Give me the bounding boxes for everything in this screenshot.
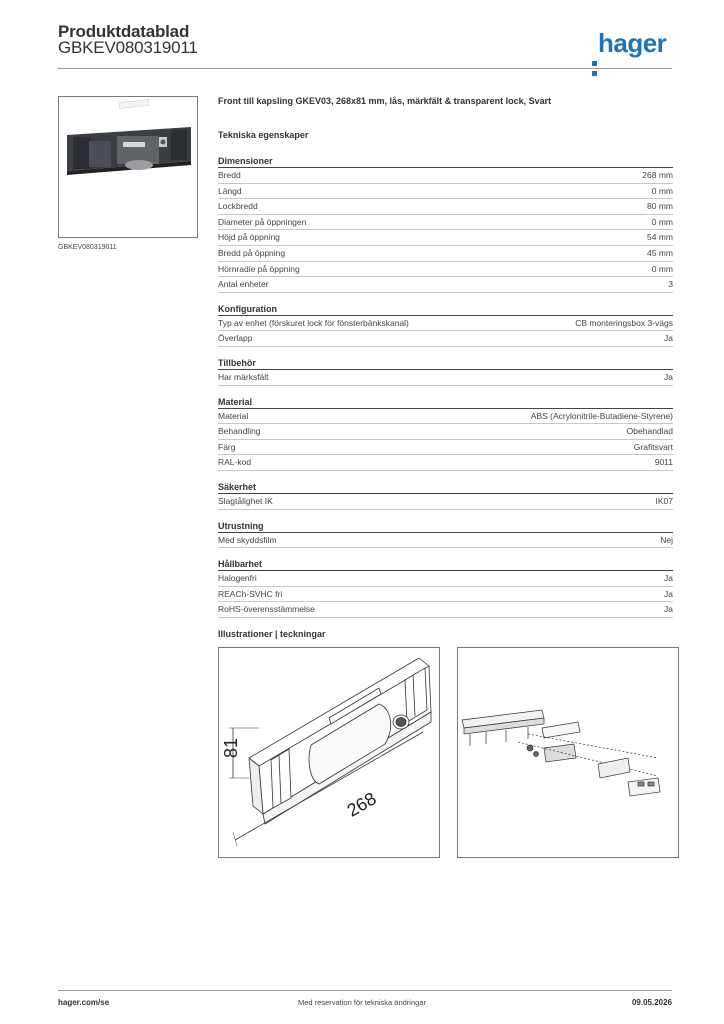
property-label: Hörnradie på öppning [218,263,300,274]
assembly-drawing [457,647,679,858]
section-utrustning [218,520,673,549]
property-value: 268 mm [642,170,673,180]
property-label: Slagtålighet IK [218,495,273,506]
property-value: CB monteringsbox 3-vägs [575,317,673,328]
logo-text: hager [598,28,667,58]
property-row [218,215,673,231]
property-label: Färg [218,441,236,452]
section-title: Konfiguration [218,303,673,316]
product-code: GBKEV080319011 [58,38,198,57]
property-label: Material [218,410,249,421]
property-row [218,587,673,603]
property-row [218,494,673,510]
dimension-drawing [218,647,440,858]
section-hållbarhet [218,558,673,618]
property-label: RAL-kod [218,457,252,468]
property-row [218,602,673,618]
property-value: 54 mm [647,232,673,243]
property-label: REACh-SVHC fri [218,588,283,599]
property-row [218,370,673,386]
header-divider [58,68,672,69]
property-row [218,262,673,278]
property-row [218,571,673,587]
page-title: Produktdatablad [58,22,190,41]
dimension-height-label: 81 [221,737,241,758]
product-image [58,96,198,238]
dimension-width-label: 268 [343,788,380,821]
property-value: 9011 [654,457,673,468]
illustrations-title: Illustrationer | teckningar [218,629,326,639]
property-label: Bredd på öppning [218,247,286,258]
property-value: 45 mm [647,247,673,258]
property-row [218,440,673,456]
property-label: Behandling [218,426,261,437]
section-title: Utrustning [218,520,673,533]
section-material [218,396,673,471]
property-value: 0 mm [651,185,673,196]
property-label: RoHS-överensstämmelse [218,604,315,615]
hager-logo [592,28,666,59]
property-value: 0 mm [651,216,673,227]
footer-website-link[interactable]: hager.com/se [58,998,110,1007]
property-label: Överlapp [218,333,253,344]
property-value: Ja [664,333,673,344]
property-label: Längd [218,185,242,196]
property-row [218,533,673,549]
footer-divider [58,990,672,991]
property-value: Grafitsvart [633,441,673,452]
property-row [218,316,673,332]
property-row [218,277,673,293]
property-label: Diameter på öppningen [218,216,307,227]
property-label: Bredd [218,170,241,180]
property-value: 80 mm [647,201,673,212]
property-value: Ja [664,588,673,599]
footer-note: Med reservation för tekniska ändringar [298,998,426,1007]
product-image-caption: GBKEV080319011 [58,244,117,251]
properties-heading: Tekniska egenskaper [218,130,309,140]
section-title: Hållbarhet [218,558,673,571]
section-title: Säkerhet [218,481,673,494]
property-value: ABS (Acrylonitrile-Butadiene-Styrene) [530,410,673,421]
property-row [218,184,673,200]
property-value: IK07 [655,495,673,506]
property-label: Med skyddsfilm [218,534,277,545]
section-dimensioner [218,155,673,293]
property-value: Obehandlad [626,426,673,437]
section-title: Tillbehör [218,357,673,370]
property-row [218,246,673,262]
section-säkerhet [218,481,673,510]
property-value: Nej [660,534,673,545]
property-row [218,199,673,215]
section-title: Material [218,396,673,409]
property-label: Lockbredd [218,201,258,212]
property-row [218,409,673,425]
property-row [218,230,673,246]
property-label: Har märksfält [218,371,269,382]
property-value: Ja [664,573,673,584]
property-label: Typ av enhet (förskuret lock för fönsterbänkskanal) [218,317,409,328]
property-label: Antal enheter [218,279,269,290]
property-value: Ja [664,604,673,615]
property-label: Halogenfri [218,573,257,584]
property-row [218,168,673,184]
property-row [218,455,673,471]
footer-date: 09.05.2026 [631,998,672,1007]
product-description: Front till kapsling GKEV03, 268x81 mm, lås, märkfält & transparent lock, Svart [218,96,552,106]
property-row [218,331,673,347]
section-konfiguration [218,303,673,347]
section-title: Dimensioner [218,155,673,168]
property-value: 3 [668,279,673,290]
properties-sections [218,155,673,628]
property-value: 0 mm [651,263,673,274]
property-value: Ja [664,371,673,382]
property-label: Höjd på öppning [218,232,280,243]
section-tillbehör [218,357,673,386]
property-row [218,424,673,440]
